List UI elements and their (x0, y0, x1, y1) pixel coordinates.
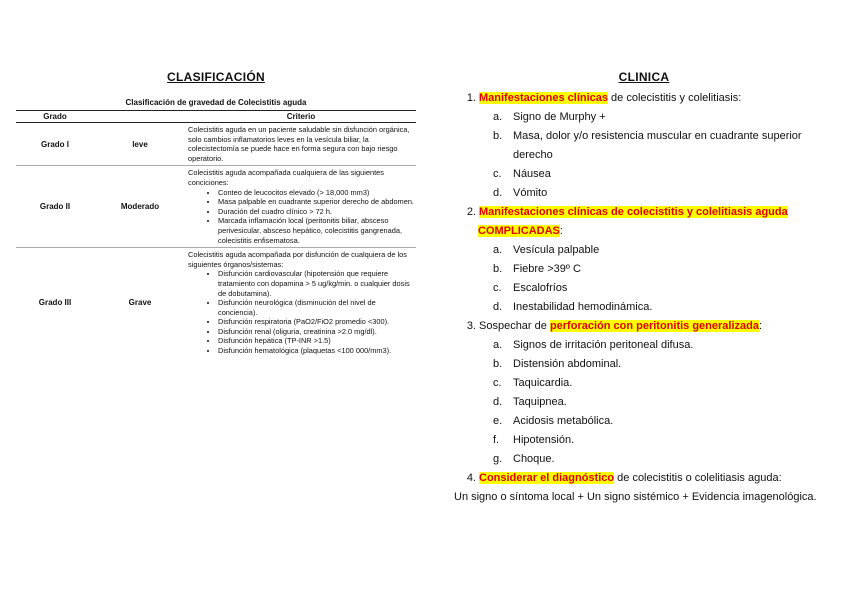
grade-label: Grado III (38, 298, 72, 308)
criteria-item: • Duración del cuadro clínico > 72 h. (218, 207, 414, 217)
header-criterio: Criterio (186, 111, 416, 123)
criteria-item: • Disfunción hematológica (plaquetas <100 000/mm3). (218, 346, 414, 356)
section-number: 4. (466, 472, 476, 484)
list-item: b. Distensión abdominal. (493, 358, 622, 370)
severity-label: leve (94, 123, 186, 166)
criteria-intro: Colecistitis aguda acompañada cualquiera de las siguientes conciciones: (188, 168, 384, 187)
criteria-item: • Marcada inflamación local (peritonitis biliar, absceso perivesicular, absceso hepático, colecistitis gangrenada, colecistitis enfisematosa. (218, 216, 414, 245)
section-heading (448, 203, 840, 222)
section-text: : (758, 320, 763, 332)
table-caption: Clasificación de gravedad de Colecistitis aguda (125, 98, 307, 107)
highlighted-text: Considerar el diagnóstico (479, 472, 615, 484)
clinical-title: CLINICA (618, 70, 670, 84)
severity-label: Moderado (94, 166, 186, 248)
section-number: 1. (466, 92, 476, 104)
list-item: a. Signo de Murphy + (493, 111, 606, 123)
section-text: de colecistitis y colelitiasis: (608, 92, 742, 104)
grade-label: Grado II (16, 166, 94, 248)
severity-table (16, 110, 416, 358)
header-grado: Grado (16, 111, 94, 123)
section-text: Sospechar de (479, 320, 550, 332)
diagnosis-formula: Un signo o síntoma local + Un signo sistémico + Evidencia imagenológica. (454, 491, 817, 503)
severity-label: Grave (128, 298, 152, 308)
header-severity-blank (94, 111, 186, 123)
clinical-panel (448, 70, 840, 507)
section-number: 3. (466, 320, 476, 332)
criteria-list (188, 269, 414, 355)
criteria-cell (186, 166, 416, 248)
highlighted-text: COMPLICADAS (478, 225, 560, 237)
section-number: 2. (466, 206, 476, 218)
list-item: f. Hipotensión. (493, 434, 575, 446)
criteria-list (188, 188, 414, 246)
highlighted-text: Manifestaciones clínicas de colecistitis y colelitiasis aguda (479, 206, 788, 218)
table-row (16, 166, 416, 248)
list-item: b. Masa, dolor y/o resistencia muscular en cuadrante superior derecho (493, 130, 802, 161)
criteria-item: • Disfunción cardiovascular (hipotensión que requiere tratamiento con dopamina > 5 ug/kg/min. o cualquier dosis de dobutamina). (218, 269, 414, 298)
grade-label: Grado I (16, 123, 94, 166)
section-heading-continued (448, 222, 840, 241)
criteria-cell (186, 248, 416, 358)
list-item: d. Vómito (493, 187, 548, 199)
list-item: a. Vesícula palpable (493, 244, 600, 256)
highlighted-text: perforación con peritonitis generalizada (549, 320, 759, 332)
criteria-cell (186, 123, 416, 166)
list-item: c. Escalofríos (493, 282, 568, 294)
list-item: a. Signos de irritación peritoneal difusa. (493, 339, 694, 351)
section-heading (448, 469, 840, 488)
criteria-item: • Disfunción neurológica (disminución del nivel de conciencia). (218, 298, 414, 317)
criteria-intro: Colecistitis aguda acompañada por disfunción de cualquiera de los siguientes órganos/sistemas: (188, 250, 407, 269)
list-item: e. Acidosis metabólica. (493, 415, 614, 427)
criteria-intro: Colecistitis aguda en un paciente saludable sin disfunción orgánica, solo cambios inflamatorios leves en la vesícula biliar, la colecistectomía se puede hace en forma segura con bajo riesgo operatorio. (188, 125, 410, 163)
table-row (16, 248, 416, 358)
list-item: b. Fiebre >39º C (493, 263, 581, 275)
criteria-item: • Disfunción hepática (TP-INR >1.5) (218, 336, 414, 346)
criteria-item: • Disfunción respiratoria (PaO2/FiO2 promedio <300). (218, 317, 414, 327)
classification-title: CLASIFICACIÓN (167, 70, 265, 84)
criteria-item: • Conteo de leucocitos elevado (> 18,000 mm3) (218, 188, 414, 198)
list-item: c. Taquicardia. (493, 377, 573, 389)
table-row (16, 123, 416, 166)
section-text: : (559, 225, 563, 237)
list-item: d. Inestabilidad hemodinámica. (493, 301, 653, 313)
criteria-item: • Masa palpable en cuadrante superior derecho de abdomen. (218, 197, 414, 207)
section-heading (448, 317, 840, 336)
classification-panel (16, 70, 416, 358)
section-heading (448, 89, 840, 108)
section-text: de colecistitis o colelitiasis aguda: (614, 472, 782, 484)
list-item: g. Choque. (493, 453, 555, 465)
criteria-item: • Disfunción renal (oliguria, creatinina >2.0 mg/dl). (218, 327, 414, 337)
list-item: c. Náusea (493, 168, 551, 180)
list-item: d. Taquipnea. (493, 396, 567, 408)
highlighted-text: Manifestaciones clínicas (479, 92, 608, 104)
